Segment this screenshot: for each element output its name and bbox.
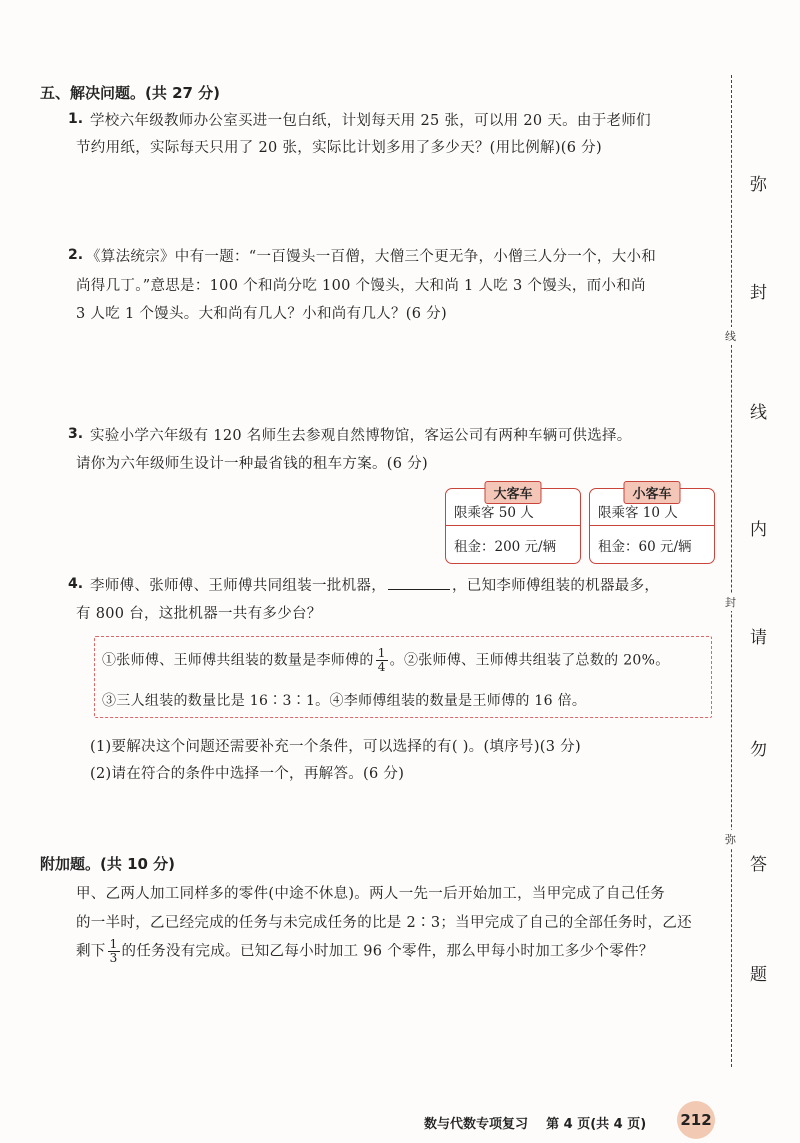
margin-char-6: 勿	[750, 740, 767, 760]
option-1-fraction	[376, 647, 388, 674]
question-4-sub-1: (1)要解决这个问题还需要补充一个条件，可以选择的有( )。(填序号)(3 分)	[90, 739, 581, 755]
question-4-line-2: 有 800 台，这批机器一共有多少台？	[76, 606, 322, 622]
big-car-title: 大客车	[484, 481, 541, 504]
page-number-badge: 212	[677, 1101, 715, 1139]
question-4-line-1-part-a: 李师傅、张师傅、王师傅共同组装一批机器，	[90, 578, 386, 594]
bonus-line-2: 的一半时，乙已经完成的任务与未完成任务的比是 2∶3；当甲完成了自己的全部任务时，乙还	[76, 915, 692, 931]
big-car-rent: 租金：200 元/辆	[454, 539, 557, 555]
margin-char-1: 弥	[750, 175, 767, 195]
margin-char-5: 请	[750, 628, 767, 648]
margin-small-char-3: 弥	[725, 830, 736, 848]
big-car-card	[445, 488, 581, 564]
fraction-denominator: 3	[109, 951, 118, 965]
question-4-line-1-part-b: ，已知李师傅组装的机器最多，	[452, 578, 660, 594]
fraction-numerator: 1	[109, 937, 118, 951]
fraction-denominator: 4	[377, 660, 386, 674]
margin-char-7: 答	[750, 855, 767, 875]
bonus-line-3-part-a: 剩下	[76, 943, 106, 960]
margin-char-2: 封	[750, 283, 767, 303]
question-1-line-2: 节约用纸，实际每天只用了 20 张，实际比计划多用了多少天？(用比例解)(6 分)	[76, 140, 602, 156]
margin-small-char-1: 线	[725, 327, 736, 345]
answer-blank[interactable]	[388, 577, 450, 590]
question-2-line-3: 3 人吃 1 个馒头。大和尚有几人？小和尚有几人？(6 分)	[76, 306, 447, 322]
small-car-rent: 租金：60 元/辆	[598, 539, 692, 555]
condition-options-line-1	[102, 647, 670, 674]
small-car-limit: 限乘客 10 人	[598, 505, 678, 521]
small-car-divider	[590, 525, 714, 526]
binding-dashed-line	[731, 75, 732, 1067]
bonus-title: 附加题。(共 10 分)	[40, 855, 176, 873]
option-2-text: 。②张师傅、王师傅共组装了总数的 20%。	[389, 652, 670, 669]
margin-char-3: 线	[750, 403, 767, 423]
section-title: 五、解决问题。(共 27 分)	[40, 84, 221, 102]
bonus-line-1: 甲、乙两人加工同样多的零件(中途不休息)。两人一先一后开始加工，当甲完成了自己任务	[76, 886, 666, 902]
bonus-fraction	[108, 938, 120, 965]
margin-small-char-2: 封	[725, 593, 736, 611]
question-4-sub-2: (2)请在符合的条件中选择一个，再解答。(6 分)	[90, 766, 405, 782]
small-car-title: 小客车	[623, 481, 680, 504]
question-3-line-2: 请你为六年级师生设计一种最省钱的租车方案。(6 分)	[76, 456, 428, 472]
big-car-limit: 限乘客 50 人	[454, 505, 534, 521]
bonus-line-3	[76, 938, 654, 965]
question-2-line-2: 尚得几丁。”意思是：100 个和尚分吃 100 个馒头，大和尚 1 人吃 3 个馒头，而小和尚	[76, 278, 646, 294]
question-2-number: 2.	[68, 247, 84, 263]
question-4-number: 4.	[68, 576, 84, 592]
question-4-line-1	[90, 574, 659, 595]
question-3-line-1: 实验小学六年级有 120 名师生去参观自然博物馆，客运公司有两种车辆可供选择。	[90, 428, 632, 444]
bonus-line-3-part-b: 的任务没有完成。已知乙每小时加工 96 个零件，那么甲每小时加工多少个零件？	[121, 943, 654, 960]
question-1-line-1: 学校六年级教师办公室买进一包白纸，计划每天用 25 张，可以用 20 天。由于老师们	[90, 113, 651, 129]
question-2-line-1: 《算法统宗》中有一题：“一百馒头一百僧，大僧三个更无争，小僧三人分一个，大小和	[86, 249, 657, 265]
margin-char-8: 题	[750, 965, 767, 985]
fraction-numerator: 1	[377, 646, 386, 660]
question-3-number: 3.	[68, 426, 84, 442]
small-car-card	[589, 488, 715, 564]
option-1-text: ①张师傅、王师傅共组装的数量是李师傅的	[102, 652, 374, 669]
footer-text: 数与代数专项复习 第 4 页(共 4 页)	[424, 1117, 647, 1132]
question-1-number: 1.	[68, 111, 84, 127]
margin-char-4: 内	[750, 520, 767, 540]
condition-options-line-2: ③三人组装的数量比是 16∶3∶1。④李师傅组装的数量是王师傅的 16 倍。	[102, 693, 587, 709]
big-car-divider	[446, 525, 580, 526]
